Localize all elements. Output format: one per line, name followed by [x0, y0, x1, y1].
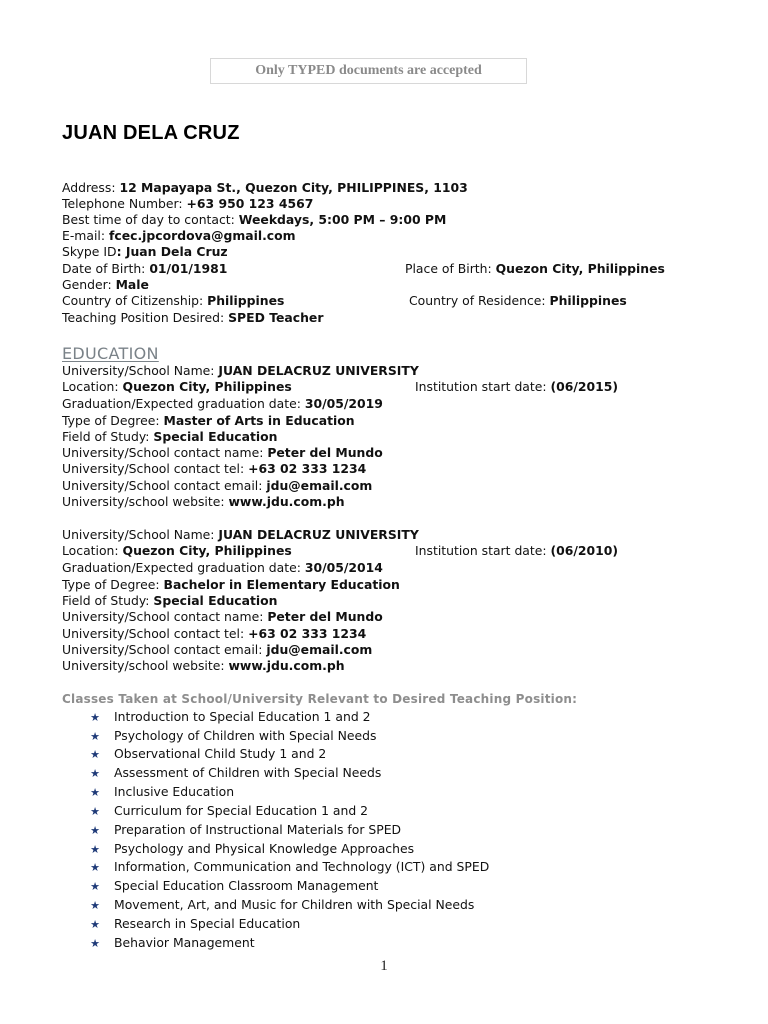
- class-label: Curriculum for Special Education 1 and 2: [114, 803, 369, 818]
- star-icon: ★: [90, 899, 100, 912]
- pob-label: Place of Birth:: [405, 261, 496, 276]
- edu2-email-line: [62, 642, 372, 658]
- classes-heading: Classes Taken at School/University Relevant to Desired Teaching Position:: [62, 692, 578, 706]
- edu1-contact-value: Peter del Mundo: [267, 445, 383, 460]
- star-icon: ★: [90, 767, 100, 780]
- email-value: fcec.jpcordova@gmail.com: [108, 228, 296, 243]
- edu2-field-value: Special Education: [153, 593, 278, 608]
- star-icon: ★: [90, 918, 100, 931]
- edu1-contact-label: University/School contact name:: [62, 445, 268, 460]
- edu1-start-value: (06/2015): [550, 379, 619, 394]
- edu1-school-label: University/School Name:: [62, 363, 219, 378]
- address-line: [62, 180, 468, 196]
- edu2-contact-label: University/School contact name:: [62, 609, 268, 624]
- address-label: Address:: [62, 180, 120, 195]
- star-icon: ★: [90, 730, 100, 743]
- telephone-label: Telephone Number:: [62, 196, 187, 211]
- edu1-grad-line: [62, 396, 383, 412]
- edu1-grad-label: Graduation/Expected graduation date:: [62, 396, 305, 411]
- class-label: Information, Communication and Technology (ICT) and SPED: [114, 859, 490, 874]
- edu2-school-value: JUAN DELACRUZ UNIVERSITY: [218, 527, 419, 542]
- edu2-contact-line: [62, 609, 383, 625]
- class-item: [88, 822, 401, 839]
- contact-time-value: Weekdays, 5:00 PM – 9:00 PM: [238, 212, 447, 227]
- class-label: Research in Special Education: [114, 916, 301, 931]
- telephone-value: +63 950 123 4567: [186, 196, 314, 211]
- applicant-name: JUAN DELA CRUZ: [62, 122, 240, 144]
- edu1-email-value: jdu@email.com: [266, 478, 373, 493]
- edu2-contact-value: Peter del Mundo: [267, 609, 383, 624]
- edu1-contact-line: [62, 445, 383, 461]
- edu1-tel-line: [62, 461, 366, 477]
- class-item: [88, 709, 371, 726]
- class-label: Assessment of Children with Special Needs: [114, 765, 382, 780]
- telephone-line: [62, 196, 313, 212]
- star-icon: ★: [90, 711, 100, 724]
- star-icon: ★: [90, 786, 100, 799]
- position-label: Teaching Position Desired:: [62, 310, 229, 325]
- citizenship-line: [62, 293, 284, 309]
- residence-line: [409, 293, 627, 309]
- class-label: Special Education Classroom Management: [114, 878, 379, 893]
- class-item: [88, 878, 378, 895]
- gender-value: Male: [115, 277, 149, 292]
- class-label: Movement, Art, and Music for Children with Special Needs: [114, 897, 475, 912]
- class-item: [88, 784, 234, 801]
- edu1-degree-label: Type of Degree:: [62, 413, 164, 428]
- education-heading: EDUCATION: [62, 344, 159, 363]
- edu2-school-line: [62, 527, 419, 543]
- edu2-start-value: (06/2010): [550, 543, 619, 558]
- star-icon: ★: [90, 748, 100, 761]
- skype-line: [62, 244, 228, 260]
- edu2-field-label: Field of Study:: [62, 593, 154, 608]
- class-label: Preparation of Instructional Materials for SPED: [114, 822, 402, 837]
- class-item: [88, 859, 489, 876]
- edu2-grad-value: 30/05/2014: [304, 560, 383, 575]
- class-label: Inclusive Education: [114, 784, 235, 799]
- star-icon: ★: [90, 824, 100, 837]
- edu1-tel-label: University/School contact tel:: [62, 461, 249, 476]
- class-item: [88, 728, 376, 745]
- class-item: [88, 746, 326, 763]
- star-icon: ★: [90, 843, 100, 856]
- gender-label: Gender:: [62, 277, 116, 292]
- citizenship-label: Country of Citizenship:: [62, 293, 208, 308]
- edu1-start-label: Institution start date:: [415, 379, 551, 394]
- residence-label: Country of Residence:: [409, 293, 550, 308]
- pob-line: [405, 261, 665, 277]
- edu1-website-line: [62, 494, 345, 510]
- edu2-start-label: Institution start date:: [415, 543, 551, 558]
- edu1-tel-value: +63 02 333 1234: [248, 461, 367, 476]
- edu2-degree-line: [62, 577, 400, 593]
- edu2-degree-label: Type of Degree:: [62, 577, 164, 592]
- skype-label: Skype ID: [62, 244, 117, 259]
- edu1-field-value: Special Education: [153, 429, 278, 444]
- contact-time-label: Best time of day to contact:: [62, 212, 239, 227]
- star-icon: ★: [90, 805, 100, 818]
- class-label: Psychology of Children with Special Needs: [114, 728, 377, 743]
- edu1-email-label: University/School contact email:: [62, 478, 267, 493]
- class-label: Psychology and Physical Knowledge Approaches: [114, 841, 415, 856]
- class-label: Behavior Management: [114, 935, 255, 950]
- edu2-tel-label: University/School contact tel:: [62, 626, 249, 641]
- position-value: SPED Teacher: [228, 310, 324, 325]
- edu2-grad-label: Graduation/Expected graduation date:: [62, 560, 305, 575]
- class-item: [88, 803, 368, 820]
- edu2-email-label: University/School contact email:: [62, 642, 267, 657]
- citizenship-value: Philippines: [207, 293, 285, 308]
- contact-time-line: [62, 212, 446, 228]
- edu2-website-value: www.jdu.com.ph: [228, 658, 345, 673]
- edu1-degree-line: [62, 413, 355, 429]
- dob-line: [62, 261, 227, 277]
- star-icon: ★: [90, 937, 100, 950]
- edu2-email-value: jdu@email.com: [266, 642, 373, 657]
- email-label: E-mail:: [62, 228, 109, 243]
- class-label: Introduction to Special Education 1 and 2: [114, 709, 371, 724]
- edu2-location-value: Quezon City, Philippines: [122, 543, 292, 558]
- edu2-website-line: [62, 658, 345, 674]
- edu2-location-label: Location:: [62, 543, 123, 558]
- dob-value: 01/01/1981: [149, 261, 228, 276]
- skype-value: : Juan Dela Cruz: [116, 244, 228, 259]
- edu1-school-line: [62, 363, 419, 379]
- edu2-grad-line: [62, 560, 383, 576]
- edu2-degree-value: Bachelor in Elementary Education: [163, 577, 400, 592]
- address-value: 12 Mapayapa St., Quezon City, PHILIPPINES, 1103: [119, 180, 468, 195]
- class-label: Observational Child Study 1 and 2: [114, 746, 327, 761]
- class-item: [88, 765, 381, 782]
- class-item: [88, 897, 474, 914]
- typed-documents-notice: Only TYPED documents are accepted: [210, 58, 527, 84]
- edu1-website-label: University/school website:: [62, 494, 229, 509]
- email-line: [62, 228, 296, 244]
- edu1-email-line: [62, 478, 372, 494]
- edu2-tel-line: [62, 626, 366, 642]
- edu1-location-label: Location:: [62, 379, 123, 394]
- edu1-grad-value: 30/05/2019: [304, 396, 383, 411]
- star-icon: ★: [90, 880, 100, 893]
- edu1-location-value: Quezon City, Philippines: [122, 379, 292, 394]
- edu1-location-line: [62, 379, 292, 395]
- position-line: [62, 310, 323, 326]
- edu1-field-line: [62, 429, 277, 445]
- edu2-field-line: [62, 593, 277, 609]
- edu2-tel-value: +63 02 333 1234: [248, 626, 367, 641]
- class-item: [88, 916, 300, 933]
- page-number: 1: [380, 958, 388, 974]
- edu1-school-value: JUAN DELACRUZ UNIVERSITY: [218, 363, 419, 378]
- gender-line: [62, 277, 149, 293]
- star-icon: ★: [90, 861, 100, 874]
- pob-value: Quezon City, Philippines: [495, 261, 665, 276]
- residence-value: Philippines: [549, 293, 627, 308]
- edu2-location-line: [62, 543, 292, 559]
- edu1-field-label: Field of Study:: [62, 429, 154, 444]
- edu2-school-label: University/School Name:: [62, 527, 219, 542]
- dob-label: Date of Birth:: [62, 261, 150, 276]
- class-item: [88, 841, 414, 858]
- edu1-degree-value: Master of Arts in Education: [163, 413, 355, 428]
- class-item: [88, 935, 255, 952]
- edu2-start-line: [415, 543, 618, 559]
- edu1-website-value: www.jdu.com.ph: [228, 494, 345, 509]
- edu1-start-line: [415, 379, 618, 395]
- edu2-website-label: University/school website:: [62, 658, 229, 673]
